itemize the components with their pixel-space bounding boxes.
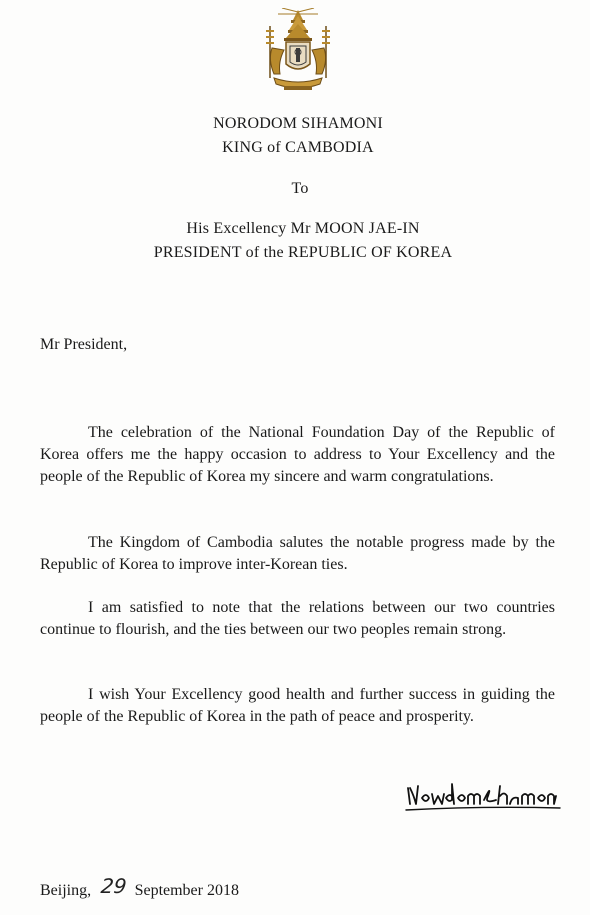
body-paragraph-2: The Kingdom of Cambodia salutes the notable progress made by the Republic of Korea to improve inter-Korean ties. <box>40 534 555 573</box>
recipient-title: PRESIDENT of the REPUBLIC OF KOREA <box>153 244 453 261</box>
recipient-name: His Excellency Mr MOON JAE-IN <box>186 220 420 237</box>
sender-title: KING of CAMBODIA <box>222 139 374 156</box>
date-day-handwritten: 29 <box>99 874 128 898</box>
body-paragraph-1: The celebration of the National Foundation Day of the Republic of Korea offers me the happy occasion to address to Your Excellency and the people of the Republic of Korea my sincere and warm congratulations. <box>40 424 555 485</box>
date-city: Beijing, <box>40 882 92 899</box>
handwritten-signature-icon <box>404 770 562 814</box>
royal-arms-of-cambodia-icon <box>262 8 334 96</box>
body-paragraph-4: I wish Your Excellency good health and further success in guiding the people of the Republic of Korea in the path of peace and prosperity. <box>40 686 555 725</box>
sender-name: NORODOM SIHAMONI <box>213 115 383 132</box>
body-paragraph-3: I am satisfied to note that the relations between our two countries continue to flourish, and the ties between our two peoples remain strong. <box>40 599 555 638</box>
to-label: To <box>291 180 309 197</box>
date-line <box>40 876 239 900</box>
date-month-year: September 2018 <box>134 882 239 899</box>
salutation: Mr President, <box>40 336 128 353</box>
